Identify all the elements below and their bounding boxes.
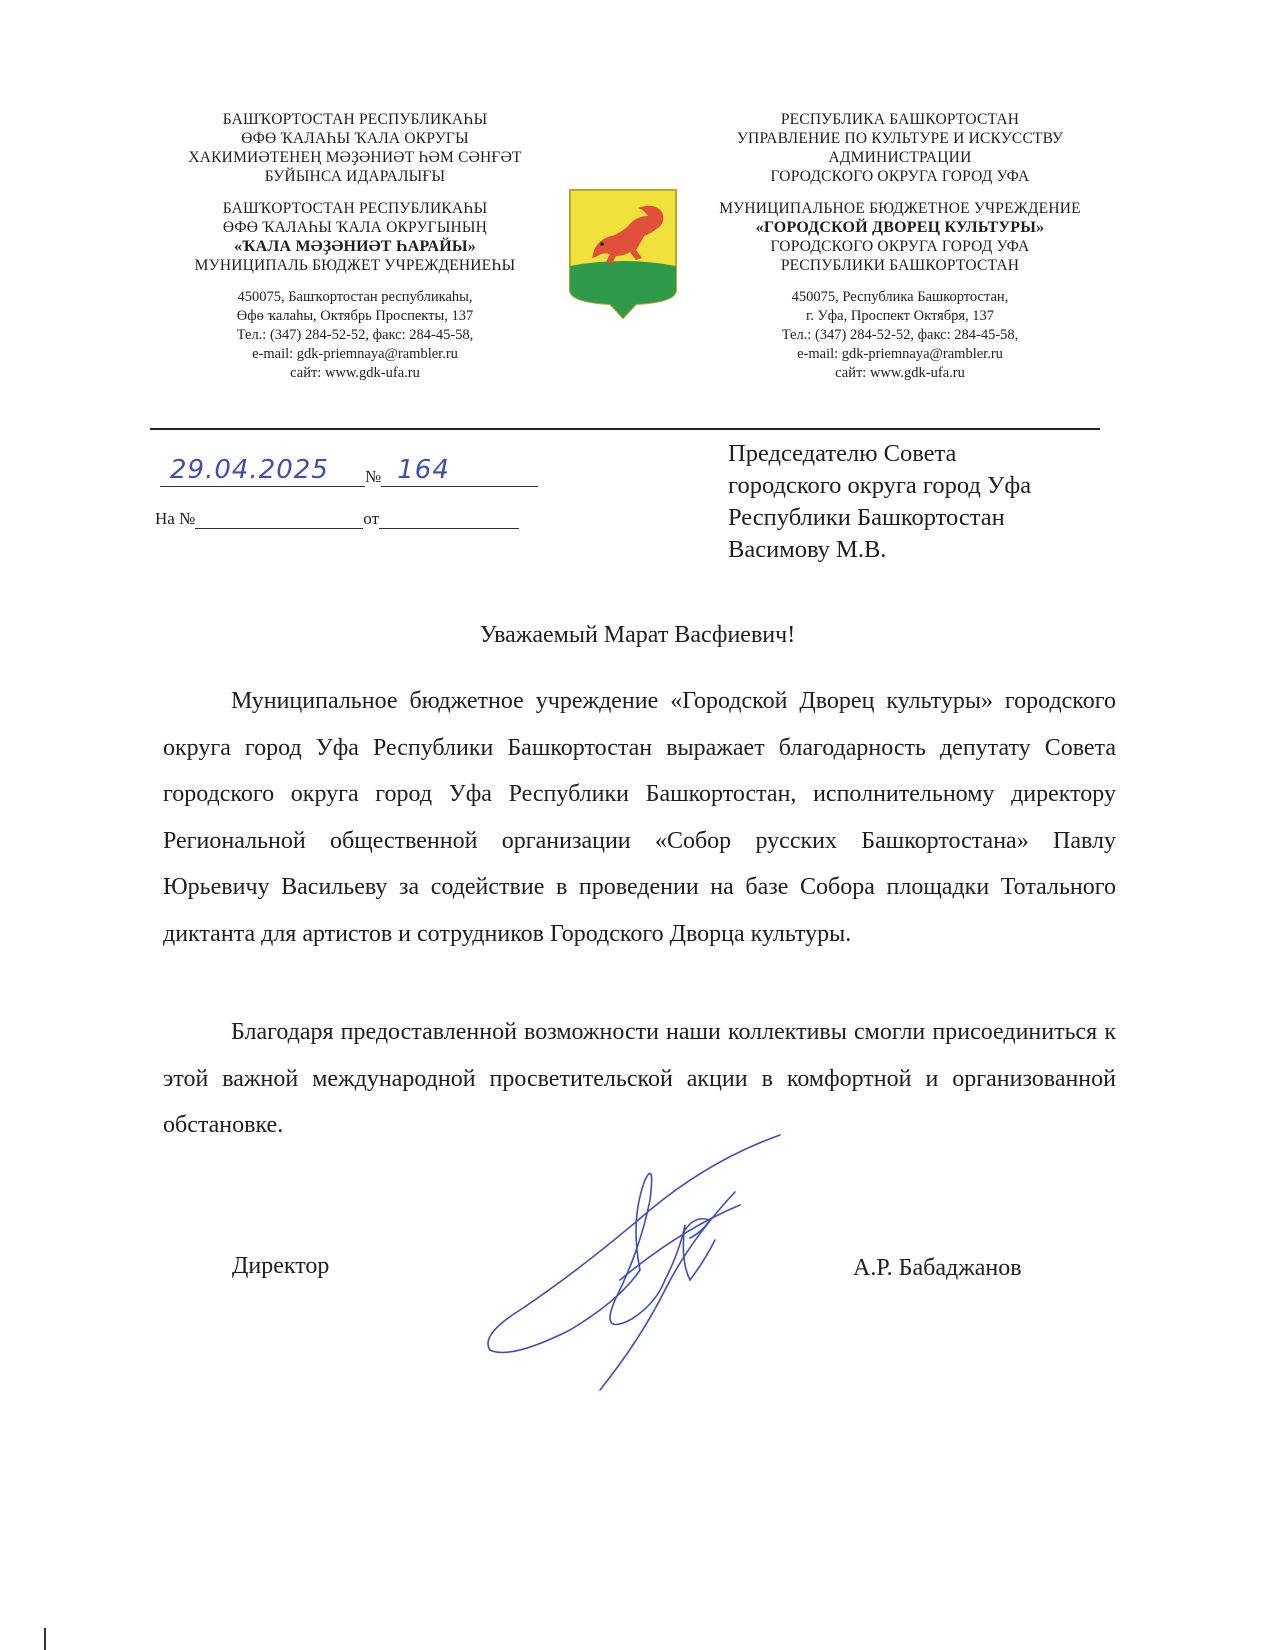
letterhead-left-line: МУНИЦИПАЛЬ БЮДЖЕТ УЧРЕЖДЕНИЕҺЫ	[194, 257, 516, 274]
letterhead-left	[140, 110, 570, 383]
body-paragraph: Муниципальное бюджетное учреждение «Городской Дворец культуры» городского округа город Уфа Республики Башкортостан выражает благодарность депутату Совета городского округа город Уфа Республики Башкортостан, исполнительному директору Региональной общественной организации «Собор русских Башкортостана» Павлу Юрьевичу Васильеву за содействие в проведении на базе Собора площадки Тотального диктанта для артистов и сотрудников Городского Дворца культуры.	[163, 688, 1116, 947]
salutation: Уважаемый Марат Васфиевич!	[479, 622, 796, 648]
letterhead-divider	[150, 428, 1100, 430]
handwritten-date: 29.04.2025	[170, 455, 329, 485]
addressee-line: городского округа город Уфа	[728, 472, 1032, 499]
letterhead-right-line: ГОРОДСКОГО ОКРУГА ГОРОД УФА	[770, 168, 1030, 185]
addressee-line: Председателю Совета	[728, 440, 957, 467]
letterhead-right-phone: Тел.: (347) 284-52-52, факс: 284-45-58,	[781, 327, 1019, 343]
reply-number-label: На №	[155, 509, 196, 528]
letterhead-right-org-name: «ГОРОДСКОЙ ДВОРЕЦ КУЛЬТУРЫ»	[755, 219, 1045, 236]
letterhead-right-line: РЕСПУБЛИКИ БАШКОРТОСТАН	[780, 257, 1020, 274]
letterhead-left-line: БУЙЫНСА ИДАРАЛЫҒЫ	[264, 168, 446, 185]
letterhead-right-line: ГОРОДСКОГО ОКРУГА ГОРОД УФА	[770, 238, 1030, 255]
letterhead-left-email: e-mail: gdk-priemnaya@rambler.ru	[252, 346, 458, 362]
addressee-line: Республики Башкортостан	[728, 504, 1005, 531]
handwritten-number: 164	[397, 455, 450, 485]
letterhead-right	[690, 110, 1110, 383]
letterhead-left-phone: Тел.: (347) 284-52-52, факс: 284-45-58,	[236, 327, 474, 343]
number-label: №	[365, 467, 382, 486]
letterhead-left-address: Өфө ҡалаһы, Октябрь Проспекты, 137	[236, 308, 474, 324]
letterhead-right-email: e-mail: gdk-priemnaya@rambler.ru	[797, 346, 1003, 362]
reply-reference-line	[155, 508, 519, 529]
letterhead-right-site: сайт: www.gdk-ufa.ru	[835, 365, 965, 381]
addressee-line: Васимову М.В.	[728, 536, 887, 563]
letterhead-right-line: АДМИНИСТРАЦИИ	[828, 149, 972, 166]
reply-from-label: от	[363, 509, 380, 528]
scan-edge-mark	[44, 1628, 46, 1650]
letterhead-right-line: МУНИЦИПАЛЬНОЕ БЮДЖЕТНОЕ УЧРЕЖДЕНИЕ	[719, 200, 1081, 217]
reply-date-field	[379, 508, 519, 529]
reply-number-field	[195, 508, 363, 529]
body-paragraph: Благодаря предоставленной возможности наши коллективы смогли присоединиться к этой важной международной просветительской акции в комфортной и организованной обстановке.	[163, 1019, 1116, 1138]
letterhead-left-address: 450075, Башҡортостан республикаһы,	[237, 289, 473, 305]
letterhead-left-line: ӨФӨ ҠАЛАҺЫ ҠАЛА ОКРУГЫНЫҢ	[222, 219, 488, 236]
date-field	[160, 455, 365, 487]
handwritten-signature	[480, 1120, 820, 1420]
letterhead-left-line: БАШҠОРТОСТАН РЕСПУБЛИКАҺЫ	[222, 200, 488, 217]
letterhead-right-line: РЕСПУБЛИКА БАШКОРТОСТАН	[780, 111, 1020, 128]
letterhead-right-address: г. Уфа, Проспект Октября, 137	[805, 308, 995, 324]
letterhead-left-line: БАШҠОРТОСТАН РЕСПУБЛИКАҺЫ	[222, 111, 488, 128]
signatory-name: А.Р. Бабаджанов	[853, 1255, 1022, 1281]
letterhead-right-address: 450075, Республика Башкортостан,	[791, 289, 1009, 305]
signatory-title: Директор	[232, 1253, 330, 1279]
coat-of-arms-icon	[566, 186, 680, 320]
addressee-block	[728, 438, 1168, 566]
letterhead-right-line: УПРАВЛЕНИЕ ПО КУЛЬТУРЕ И ИСКУССТВУ	[736, 130, 1064, 147]
date-number-line	[160, 455, 538, 487]
letterhead-left-org-name: «ҠАЛА МӘҘӘНИӘТ ҺАРАЙЫ»	[234, 238, 476, 255]
letterhead-left-line: ХАКИМИӘТЕНЕҢ МӘҘӘНИӘТ ҺӘМ СӘНҒӘТ	[188, 149, 522, 166]
letterhead-left-site: сайт: www.gdk-ufa.ru	[290, 365, 420, 381]
letterhead-left-line: ӨФӨ ҠАЛАҺЫ ҠАЛА ОКРУГЫ	[241, 130, 469, 147]
number-field	[381, 455, 538, 487]
